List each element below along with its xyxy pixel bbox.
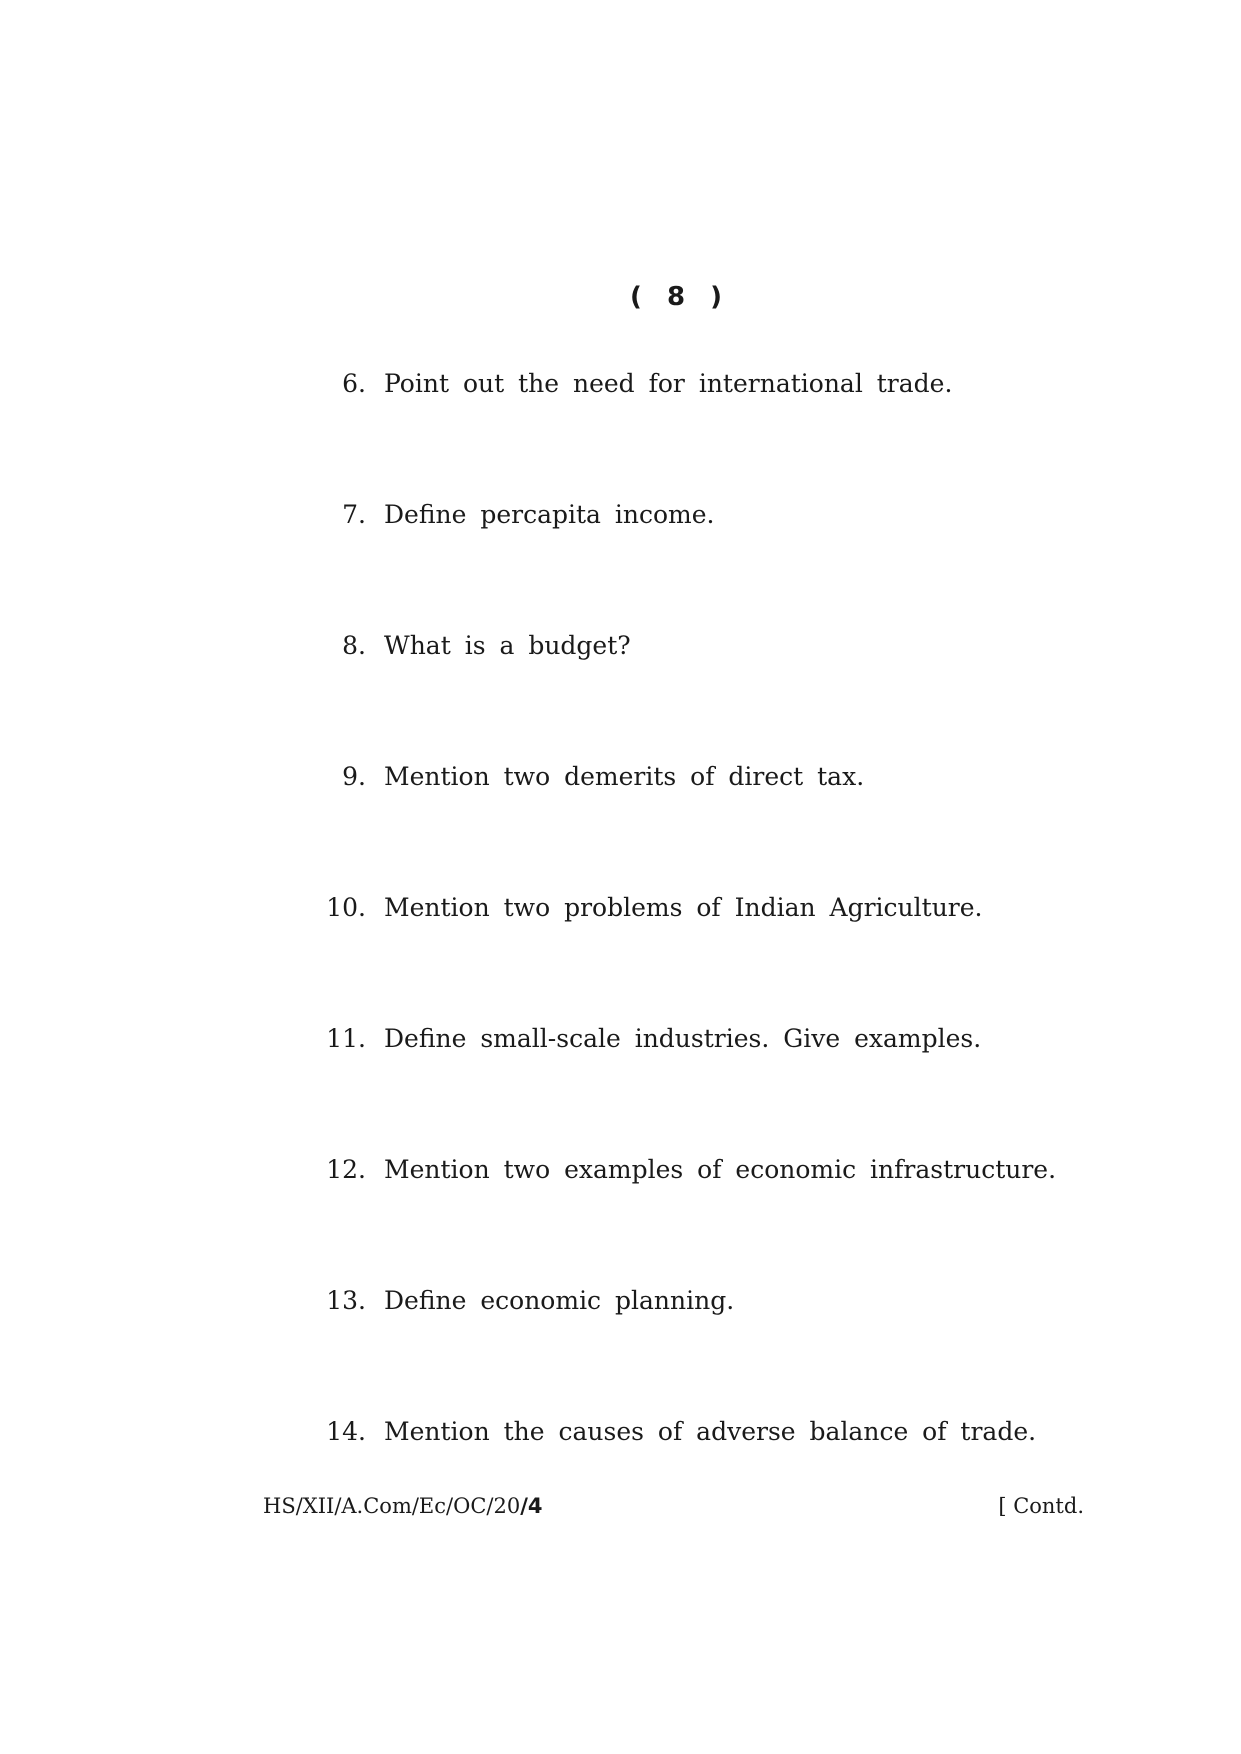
question-number: 14. [326,1417,366,1446]
contd-label: [ Contd. [998,1494,1084,1518]
question-text: Define small-scale industries. Give examples. [384,1024,982,1053]
page-number: ( 8 ) [630,282,730,312]
question-text: Define percapita income. [384,500,715,529]
question-number: 13. [326,1286,366,1315]
question-text: Mention two demerits of direct tax. [384,762,865,791]
question-text: Point out the need for international trade. [384,369,953,398]
paper-code-text: HS/XII/A.Com/Ec/OC/20 [263,1494,521,1518]
question-text: Mention two examples of economic infrastructure. [384,1155,1057,1184]
question-number: 7. [342,500,366,529]
paper-code-suffix: /4 [520,1494,543,1518]
question-text: Define economic planning. [384,1286,735,1315]
question-text: What is a budget? [384,631,631,660]
question-number: 11. [326,1024,366,1053]
question-number: 9. [342,762,366,791]
question-number: 6. [342,369,366,398]
question-number: 8. [342,631,366,660]
question-number: 12. [326,1155,366,1184]
question-number: 10. [326,893,366,922]
question-text: Mention two problems of Indian Agriculture. [384,893,983,922]
paper-code [263,1493,542,1519]
question-text: Mention the causes of adverse balance of trade. [384,1417,1037,1446]
